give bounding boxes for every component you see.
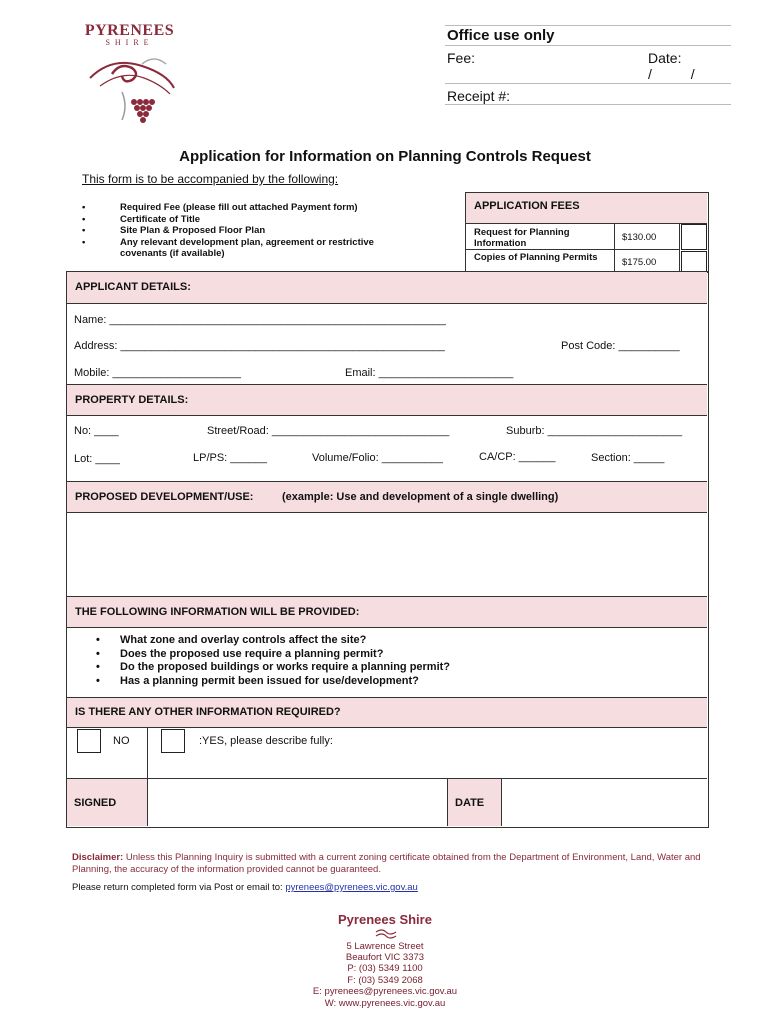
list-item: • Any relevant development plan, agreement or restrictive covenants (if available) xyxy=(82,237,420,260)
divider xyxy=(679,223,680,272)
footer-address2: Beaufort VIC 3373 xyxy=(345,952,425,963)
fee-row-amount: $175.00 xyxy=(622,257,657,268)
other-band xyxy=(67,697,707,728)
development-header: PROPOSED DEVELOPMENT/USE: xyxy=(75,491,254,503)
provided-list xyxy=(96,634,450,688)
fees-header-label: APPLICATION FEES xyxy=(474,200,580,212)
list-item: • What zone and overlay controls affect the site? xyxy=(96,634,450,648)
date-slashes: / / xyxy=(648,66,695,82)
postcode-field[interactable]: Post Code: __________ xyxy=(561,340,680,352)
fee-checkbox[interactable] xyxy=(681,251,707,273)
receipt-label: Receipt #: xyxy=(447,88,511,104)
page-title: Application for Information on Planning Controls Request xyxy=(179,148,591,165)
shire-logo-icon xyxy=(82,48,182,134)
applicant-header: APPLICANT DETAILS: xyxy=(75,281,191,293)
other-header: IS THERE ANY OTHER INFORMATION REQUIRED? xyxy=(75,706,341,718)
no-label: NO xyxy=(113,735,130,747)
office-title: Office use only xyxy=(447,27,555,44)
volume-field[interactable]: Volume/Folio: __________ xyxy=(312,452,443,464)
disclaimer-label: Disclaimer: xyxy=(72,852,124,863)
requirements-list xyxy=(82,202,422,260)
office-rule xyxy=(445,25,731,26)
footer-phone: P: (03) 5349 1100 xyxy=(347,963,423,974)
cacp-field[interactable]: CA/CP: ______ xyxy=(479,451,556,463)
list-item: • Certificate of Title xyxy=(82,214,422,226)
wave-icon xyxy=(374,928,398,940)
divider xyxy=(147,727,148,778)
footer-title: Pyrenees Shire xyxy=(338,912,432,927)
footer-fax: F: (03) 5349 2068 xyxy=(347,975,423,986)
no-checkbox[interactable] xyxy=(77,729,101,753)
logo-title: PYRENEES xyxy=(84,22,175,39)
fee-checkbox[interactable] xyxy=(681,224,707,250)
disclaimer-text: Unless this Planning Inquiry is submitted with a current zoning certificate obtained from the Department of Environment, Land, Water and Planning, the accuracy of the information provided cannot be guaranteed. xyxy=(72,852,701,875)
development-example: (example: Use and development of a single dwelling) xyxy=(282,491,559,503)
no-field[interactable]: No: ____ xyxy=(74,425,119,437)
fee-row-label: Copies of Planning Permits xyxy=(474,252,598,263)
fee-row-amount: $130.00 xyxy=(622,232,657,243)
office-rule xyxy=(445,45,731,46)
fee-row-label: Request for Planning Information xyxy=(474,227,570,249)
development-text-area[interactable] xyxy=(67,512,707,596)
date-label: Date: xyxy=(648,50,682,66)
return-email-link[interactable]: pyrenees@pyrenees.vic.gov.au xyxy=(285,882,418,893)
list-item: • Has a planning permit been issued for use/development? xyxy=(96,675,450,689)
mobile-field[interactable]: Mobile: _____________________ xyxy=(74,367,241,379)
logo-subtitle: SHIRE xyxy=(105,38,154,47)
property-band xyxy=(67,384,707,416)
applicant-band xyxy=(67,271,707,304)
disclaimer xyxy=(72,852,722,876)
accompany-note: This form is to be accompanied by the following: xyxy=(82,172,339,186)
provided-header: THE FOLLOWING INFORMATION WILL BE PROVIDED: xyxy=(75,606,360,618)
development-band xyxy=(67,481,707,513)
property-header: PROPERTY DETAILS: xyxy=(75,394,189,406)
yes-checkbox[interactable] xyxy=(161,729,185,753)
footer-address1: 5 Lawrence Street xyxy=(346,941,424,952)
address-field[interactable]: Address: _____________________________________________________ xyxy=(74,340,445,352)
date-label: DATE xyxy=(455,797,485,809)
signature-field[interactable] xyxy=(148,779,447,826)
street-field[interactable]: Street/Road: _____________________________ xyxy=(207,425,450,437)
office-rule xyxy=(445,104,731,105)
name-field[interactable]: Name: _______________________________________________________ xyxy=(74,314,446,326)
return-line xyxy=(72,882,418,893)
fee-label: Fee: xyxy=(447,50,476,66)
yes-label: :YES, please describe fully: xyxy=(199,735,333,747)
section-field[interactable]: Section: _____ xyxy=(591,452,665,464)
date-field[interactable] xyxy=(501,779,707,826)
return-text: Please return completed form via Post or email to: xyxy=(72,882,286,893)
footer-web[interactable]: W: www.pyrenees.vic.gov.au xyxy=(324,998,446,1009)
office-rule xyxy=(445,83,731,84)
email-field[interactable]: Email: ______________________ xyxy=(345,367,514,379)
lpps-field[interactable]: LP/PS: ______ xyxy=(193,452,268,464)
list-item: • Do the proposed buildings or works require a planning permit? xyxy=(96,661,450,675)
footer-email[interactable]: E: pyrenees@pyrenees.vic.gov.au xyxy=(312,986,458,997)
signed-label: SIGNED xyxy=(74,797,117,809)
divider xyxy=(466,249,679,250)
provided-band xyxy=(67,596,707,628)
divider xyxy=(466,223,707,224)
list-item: • Required Fee (please fill out attached Payment form) xyxy=(82,202,422,214)
lot-field[interactable]: Lot: ____ xyxy=(74,453,120,465)
divider xyxy=(614,223,615,272)
suburb-field[interactable]: Suburb: ______________________ xyxy=(506,425,683,437)
fees-header xyxy=(466,193,707,223)
list-item: • Does the proposed use require a planning permit? xyxy=(96,648,450,662)
list-item: • Site Plan & Proposed Floor Plan xyxy=(82,225,422,237)
